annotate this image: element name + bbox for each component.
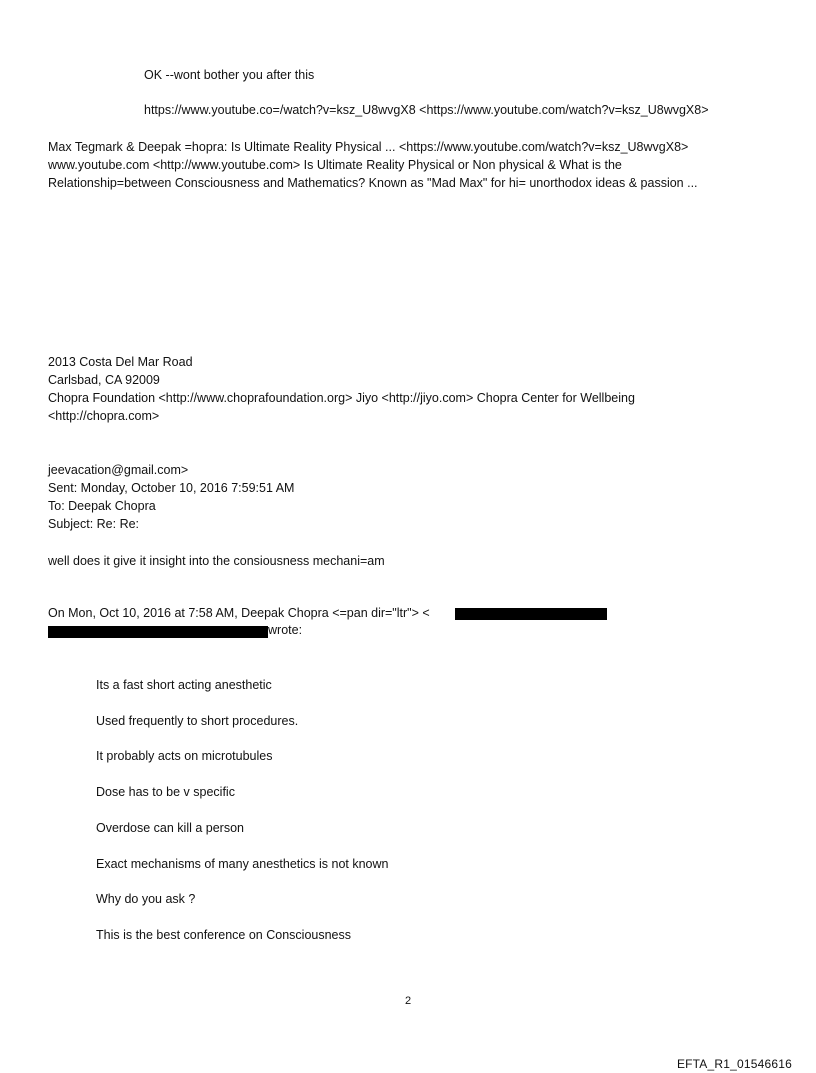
header-sent: Sent: Monday, October 10, 2016 7:59:51 AM xyxy=(48,481,295,495)
signature-address-line-2: Carlsbad, CA 92009 xyxy=(48,373,160,387)
video-snippet-line-1: Max Tegmark & Deepak =hopra: Is Ultimate Reality Physical ... <https://www.youtube.com/watch?v=ksz_U8wvgX8> xyxy=(48,140,689,154)
header-to: To: Deepak Chopra xyxy=(48,499,156,513)
page-number: 2 xyxy=(404,995,412,1007)
attribution-line-2: wrote: xyxy=(268,623,303,637)
quoted-line: This is the best conference on Consciousness xyxy=(96,928,351,942)
quoted-line: Dose has to be v specific xyxy=(96,785,235,799)
quoted-line: It probably acts on microtubules xyxy=(96,749,273,763)
quoted-line: Why do you ask ? xyxy=(96,892,196,906)
signature-links-line: Chopra Foundation <http://www.choprafoundation.org> Jiyo <http://jiyo.com> Chopra Center for Wellbeing xyxy=(48,391,635,405)
video-snippet-line-3: Relationship=between Consciousness and Mathematics? Known as "Mad Max" for hi= unorthodox ideas & passion ... xyxy=(48,176,698,190)
quoted-line: Used frequently to short procedures. xyxy=(96,714,299,728)
quoted-line: Its a fast short acting anesthetic xyxy=(96,678,272,692)
attribution-line-1: On Mon, Oct 10, 2016 at 7:58 AM, Deepak Chopra <=pan dir="ltr"> < xyxy=(48,606,430,620)
redaction-bar xyxy=(455,608,607,620)
document-id: EFTA_R1_01546616 xyxy=(676,1057,792,1071)
signature-address-line-1: 2013 Costa Del Mar Road xyxy=(48,355,193,369)
redaction-bar xyxy=(48,626,268,638)
quoted-top-link-line: https://www.youtube.co=/watch?v=ksz_U8wvgX8 <https://www.youtube.com/watch?v=ksz_U8wvgX8> xyxy=(144,103,709,117)
signature-links-line-2: <http://chopra.com> xyxy=(48,409,160,423)
quoted-line: Exact mechanisms of many anesthetics is not known xyxy=(96,857,389,871)
quoted-top-line-1: OK --wont bother you after this xyxy=(144,68,315,82)
video-snippet-line-2: www.youtube.com <http://www.youtube.com> Is Ultimate Reality Physical or Non physical & What is the xyxy=(48,158,622,172)
reply-body: well does it give it insight into the consiousness mechani=am xyxy=(48,554,385,568)
header-subject: Subject: Re: Re: xyxy=(48,517,140,531)
header-from: jeevacation@gmail.com> xyxy=(48,463,189,477)
quoted-line: Overdose can kill a person xyxy=(96,821,244,835)
